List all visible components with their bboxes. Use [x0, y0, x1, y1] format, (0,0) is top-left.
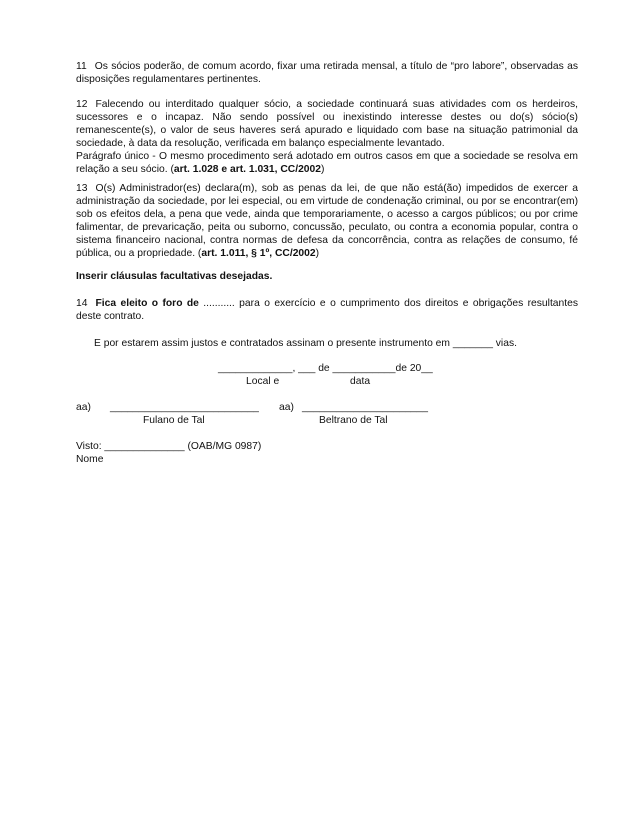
nome-label: Nome — [76, 454, 104, 465]
signature-right-prefix: aa) — [279, 402, 294, 413]
clause-bold-lead: Fica eleito o foro de — [95, 298, 199, 309]
ref-close: ) — [321, 164, 325, 175]
ref-close: ) — [315, 248, 320, 259]
signature-right-line: ______________________ — [302, 402, 428, 413]
clause-11 — [76, 60, 578, 86]
visto-line: Visto: ______________ (OAB/MG 0987) — [76, 441, 262, 452]
closing-statement: E por estarem assim justos e contratados assinam o presente instrumento em _______ vias. — [94, 338, 517, 349]
clause-13 — [76, 182, 578, 260]
clause-number: 11 — [76, 61, 87, 72]
clause-number: 12 — [76, 99, 88, 110]
clause-12 — [76, 98, 578, 176]
clause-paragraph: Parágrafo único - O mesmo procedimento será adotado em outros casos em que a sociedade se resolva em relação a seu sócio. ( — [76, 151, 578, 175]
clause-text: Os sócios poderão, de comum acordo, fixar uma retirada mensal, a título de “pro labore”, observadas as disposições regulamentares pertinentes. — [76, 61, 578, 85]
clause-14 — [76, 297, 578, 323]
date-label-local: Local e — [246, 376, 280, 387]
date-label-data: data — [350, 376, 371, 387]
clause-text: O(s) Administrador(es) declara(m), sob as penas da lei, de que não está(ão) impedidos de exercer a administração da sociedade, por lei especial, ou em virtude de condenação criminal, ou por se encontrar(em) sob os efeitos dela, a pena que vede, ainda que temporariamente, o acesso a cargos públicos; ou por crime falimentar, de prevaricação, peita ou suborno, concussão, peculato, ou contra a economia popular, contra o sistema financeiro nacional, contra normas de defesa da concorrência, contra as relações de consumo, fé pública, ou a propriedade. ( — [76, 183, 578, 259]
signature-left-prefix: aa) — [76, 402, 91, 413]
clause-text: Falecendo ou interditado qualquer sócio, a sociedade continuará suas atividades com os herdeiros, sucessores e o incapaz. Não sendo possível ou inexistindo interesse destes ou do(s) sócio(s) remanescente(s), o valor de seus haveres será apurado e liquidado com base na situação patrimonial da sociedade, à data da resolução, verificada em balanço especialmente levantado. — [76, 99, 578, 149]
clause-number: 14 — [76, 298, 88, 309]
clause-text: ........... para o exercício e o cumprimento dos direitos e obrigações resultantes deste contrato. — [76, 298, 578, 322]
signature-left-line: __________________________ — [110, 402, 259, 413]
signature-right-name: Beltrano de Tal — [319, 415, 388, 426]
legal-reference: art. 1.028 e art. 1.031, CC/2002 — [173, 164, 321, 175]
legal-reference: art. 1.011, § 1º, CC/2002 — [201, 248, 316, 259]
optional-clauses-note: Inserir cláusulas facultativas desejadas. — [76, 271, 273, 282]
date-line: _____________, ___ de ___________de 20__ — [218, 363, 433, 374]
clause-number: 13 — [76, 183, 88, 194]
signature-left-name: Fulano de Tal — [143, 415, 205, 426]
